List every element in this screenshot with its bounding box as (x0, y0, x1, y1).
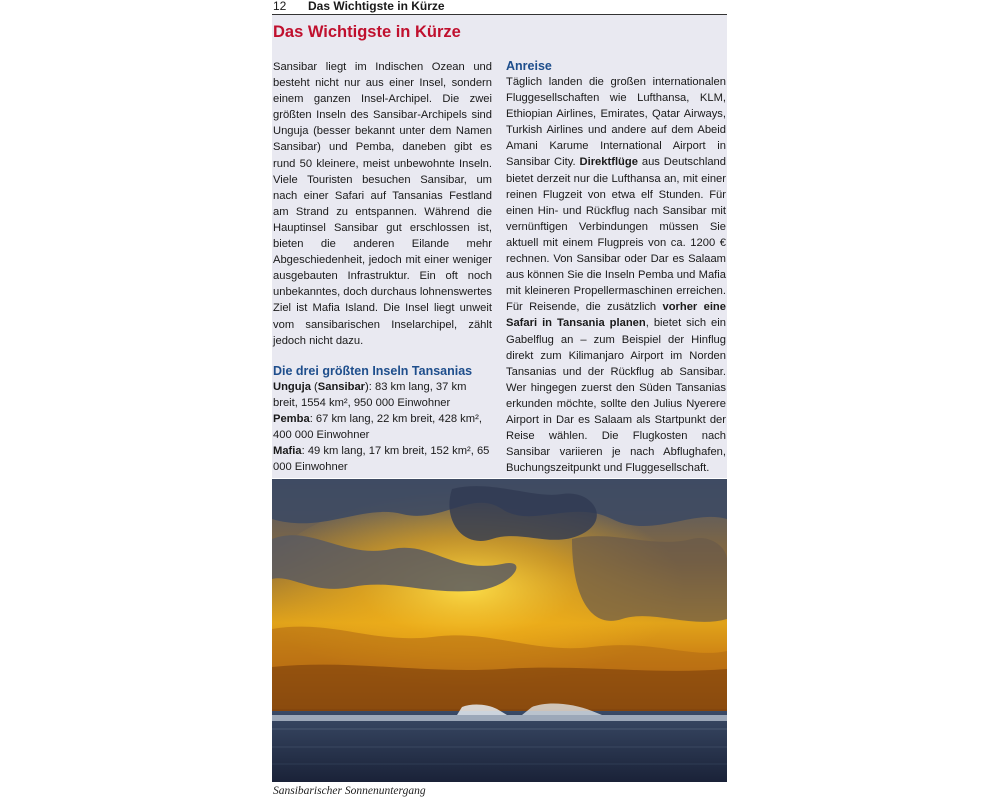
island-name: Pemba (273, 412, 310, 425)
page-title: Das Wichtigste in Kürze (273, 23, 461, 41)
island-alt-name: Sansibar (317, 380, 366, 393)
anreise-bold-2: vorher eine Safari in Tansania planen (506, 301, 726, 330)
island-stats: 83 km lang, 37 km breit, 1554 km², 950 000 Einwohner (273, 380, 467, 409)
anreise-text-3: , bietet sich ein Gabelflug an – zum Beispiel der Hinflug direkt zum Kilimanjaro Airport im Norden Tansanias und der Rückflug ab Sansibar. Wer hingegen zuerst den Süden Tansanias erkunden möchte, sollte den Julius Nyerere Airport in Dar es Salaam als Startpunkt der Reise wählen. Die Flugkosten nach Sansibar variieren je nach Abflughafen, Buchungszeitpunkt und Fluggesellschaft. (506, 317, 726, 475)
anreise-text-2: aus Deutschland bietet derzeit nur die Lufthansa an, mit einer reinen Flugzeit von etwa elf Stunden. Für einen Hin- und Rückflug nach Sansibar mit vernünftigen Verbindungen müssen Sie aktuell mit einem Flugpreis von ca. 1200 € rechnen. Von Sansibar oder Dar es Salaam aus können Sie die Inseln Pemba und Mafia mit kleineren Propellermaschinen erreichen. Für Reisende, die zusätzlich (506, 156, 726, 314)
anreise-paragraph (506, 74, 726, 476)
island-item-pemba: Pemba: 67 km lang, 22 km breit, 428 km², 400 000 Einwohner (273, 412, 482, 441)
island-item-unguja: Unguja (Sansibar): 83 km lang, 37 km breit, 1554 km², 950 000 Einwohner (273, 380, 467, 409)
sunset-photo (272, 479, 727, 782)
photo-caption: Sansibarischer Sonnenuntergang (273, 785, 426, 797)
anreise-heading: Anreise (506, 59, 552, 73)
running-title: Das Wichtigste in Kürze (308, 0, 445, 13)
island-name: Unguja (273, 380, 311, 393)
intro-paragraph: Sansibar liegt im Indischen Ozean und besteht nicht nur aus einer Insel, sondern einem ganzen Insel-Archipel. Die zwei größten Inseln des Sansibar-Archipels sind Unguja (besser bekannt unter dem Namen Sansibar) und Pemba, daneben gibt es rund 50 kleinere, meist unbewohnte Inseln. Viele Touristen besuchen Sansibar, um nach einer Safari auf Tansanias Festland am Strand zu entspannen. Während die Hauptinsel Sansibar gut erschlossen ist, bieten die anderen Eilande mehr Abgeschiedenheit, jedoch mit einer weniger ausgebauten Infrastruktur. Ein oft noch unbekanntes, doch durchaus lohnenswertes Ziel ist Mafia Island. Die Insel liegt unweit vom sansibarischen Inselarchipel, zählt jedoch nicht dazu. (273, 61, 492, 347)
island-name: Mafia (273, 445, 302, 458)
right-column (506, 59, 726, 476)
island-item-mafia: Mafia: 49 km lang, 17 km breit, 152 km², 65 000 Einwohner (273, 445, 490, 474)
island-stats: 49 km lang, 17 km breit, 152 km², 65 000 Einwohner (273, 445, 490, 474)
islands-heading: Die drei größten Inseln Tansanias (273, 363, 473, 378)
island-stats: 67 km lang, 22 km breit, 428 km², 400 000 Einwohner (273, 412, 482, 441)
page-number: 12 (273, 0, 287, 13)
book-page (272, 0, 727, 800)
running-header (272, 0, 727, 15)
left-column (273, 59, 492, 475)
anreise-text-1: Täglich landen die großen internationalen Fluggesellschaften wie Lufthansa, KLM, Ethiopian Airlines, Emirates, Qatar Airways, Turkish Airlines und andere auf dem Abeid Amani Karume International Airport in Sansibar City. (506, 76, 726, 169)
info-box (272, 15, 727, 478)
anreise-bold-1: Direktflüge (579, 156, 638, 169)
